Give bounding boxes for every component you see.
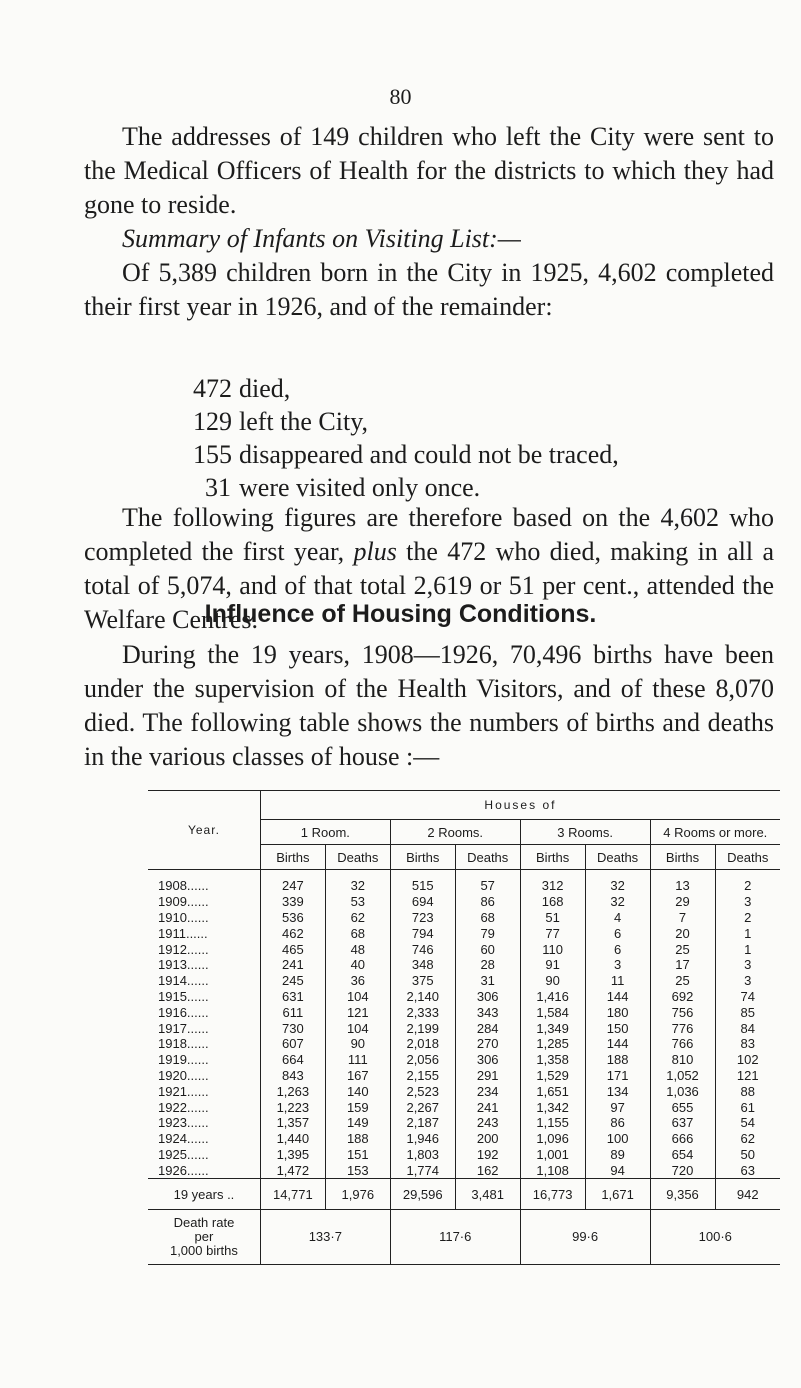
value-cell: 1,358 [520,1052,585,1068]
value-cell: 270 [455,1036,520,1052]
year-cell: 1915...... [158,988,209,1004]
year-cell: 1919...... [158,1052,209,1068]
value-cell: 241 [260,957,325,973]
value-cell: 694 [390,894,455,910]
year-cell: 1917...... [158,1020,209,1036]
paragraph-figures: The following figures are therefore based on the 4,602 who completed the first year, plus the 472 who died, making in all a total of 5,074, and of that total 2,619 or 51 per cent., attended the Welfare Centres. [84,503,775,634]
value-cell: 1,155 [520,1115,585,1131]
value-cell: 2,056 [390,1052,455,1068]
value-cell: 247 [260,870,325,894]
value-cell: 111 [325,1052,390,1068]
housing-table [148,790,780,1265]
value-cell: 1,440 [260,1131,325,1147]
list-item: 472 died, [193,374,291,403]
value-cell: 17 [650,957,715,973]
paragraph-addresses: The addresses of 149 children who left the City were sent to the Medical Officers of Health for the districts to which they had gone to reside. [84,122,774,219]
table-row [148,1052,780,1068]
value-cell: 68 [455,910,520,926]
value-cell: 1,529 [520,1068,585,1084]
value-cell: 84 [715,1020,780,1036]
table-row [148,1036,780,1052]
value-cell: 171 [585,1068,650,1084]
value-cell: 1 [715,941,780,957]
value-cell: 86 [585,1115,650,1131]
table-row [148,1083,780,1099]
value-cell: 121 [325,1004,390,1020]
year-cell: 1920...... [158,1067,209,1083]
total-label: 19 years .. [148,1179,260,1210]
value-cell: 90 [520,973,585,989]
total-cell: 14,771 [260,1179,325,1210]
value-cell: 1,584 [520,1004,585,1020]
value-cell: 631 [260,989,325,1005]
value-cell: 2 [715,870,780,894]
year-cell: 1913...... [158,957,209,973]
value-cell: 11 [585,973,650,989]
group-header: 2 Rooms. [390,820,520,845]
list-item: 155 disappeared and could not be traced, [193,440,619,469]
death-rate-cell: 133·7 [260,1210,390,1265]
value-cell: 79 [455,925,520,941]
value-cell: 375 [390,973,455,989]
total-cell: 16,773 [520,1179,585,1210]
value-cell: 88 [715,1083,780,1099]
value-cell: 40 [325,957,390,973]
value-cell: 465 [260,941,325,957]
value-cell: 637 [650,1115,715,1131]
value-cell: 62 [715,1131,780,1147]
value-cell: 162 [455,1162,520,1178]
value-cell: 2,018 [390,1036,455,1052]
value-cell: 306 [455,989,520,1005]
table-row [148,1147,780,1163]
value-cell: 90 [325,1036,390,1052]
value-cell: 94 [585,1162,650,1178]
value-cell: 60 [455,941,520,957]
table-row [148,870,780,894]
table-row [148,910,780,926]
value-cell: 188 [585,1052,650,1068]
total-cell: 1,671 [585,1179,650,1210]
value-cell: 31 [455,973,520,989]
value-cell: 167 [325,1068,390,1084]
value-cell: 462 [260,925,325,941]
year-cell: 1914...... [158,973,209,989]
value-cell: 104 [325,989,390,1005]
value-cell: 153 [325,1162,390,1178]
value-cell: 86 [455,894,520,910]
value-cell: 654 [650,1147,715,1163]
total-cell: 9,356 [650,1179,715,1210]
year-cell: 1924...... [158,1131,209,1147]
value-cell: 611 [260,1004,325,1020]
table-row [148,1068,780,1084]
value-cell: 62 [325,910,390,926]
value-cell: 746 [390,941,455,957]
value-cell: 1,263 [260,1083,325,1099]
value-cell: 1,285 [520,1036,585,1052]
value-cell: 2,333 [390,1004,455,1020]
deaths-header: Deaths [325,845,390,870]
value-cell: 188 [325,1131,390,1147]
value-cell: 1,357 [260,1115,325,1131]
value-cell: 61 [715,1099,780,1115]
list-item: 31 were visited only once. [205,473,481,502]
value-cell: 29 [650,894,715,910]
value-cell: 794 [390,925,455,941]
value-cell: 134 [585,1083,650,1099]
value-cell: 339 [260,894,325,910]
value-cell: 2,199 [390,1020,455,1036]
year-cell: 1909...... [158,894,209,910]
value-cell: 32 [325,870,390,894]
table-body [148,870,780,1179]
value-cell: 140 [325,1083,390,1099]
year-cell: 1916...... [158,1004,209,1020]
value-cell: 97 [585,1099,650,1115]
value-cell: 245 [260,973,325,989]
value-cell: 1,342 [520,1099,585,1115]
death-rate-cell: 100·6 [650,1210,780,1265]
value-cell: 25 [650,941,715,957]
table-row [148,1004,780,1020]
year-cell: 1923...... [158,1115,209,1131]
value-cell: 91 [520,957,585,973]
total-cell: 29,596 [390,1179,455,1210]
value-cell: 68 [325,925,390,941]
value-cell: 200 [455,1131,520,1147]
value-cell: 85 [715,1004,780,1020]
table-row [148,894,780,910]
value-cell: 6 [585,941,650,957]
total-cell: 1,976 [325,1179,390,1210]
year-header: Year. [148,791,260,870]
value-cell: 32 [585,894,650,910]
value-cell: 720 [650,1162,715,1178]
houses-of-header: Houses of [260,791,780,820]
value-cell: 241 [455,1099,520,1115]
total-cell: 942 [715,1179,780,1210]
value-cell: 243 [455,1115,520,1131]
year-cell: 1918...... [158,1036,209,1052]
remainder-list [193,372,619,504]
value-cell: 1,395 [260,1147,325,1163]
paragraph-housing: During the 19 years, 1908—1926, 70,496 births have been under the supervision of the Health Visitors, and of these 8,070 died. The following table shows the numbers of births and deaths in the various classes of house :— [84,640,774,771]
table-row [148,1115,780,1131]
table-row [148,973,780,989]
year-cell: 1921...... [158,1083,209,1099]
births-header: Births [650,845,715,870]
value-cell: 28 [455,957,520,973]
group-header: 4 Rooms or more. [650,820,780,845]
value-cell: 1,096 [520,1131,585,1147]
value-cell: 20 [650,925,715,941]
value-cell: 2,140 [390,989,455,1005]
table-row [148,1020,780,1036]
value-cell: 666 [650,1131,715,1147]
table-row [148,1099,780,1115]
value-cell: 766 [650,1036,715,1052]
death-rate-cell: 117·6 [390,1210,520,1265]
value-cell: 7 [650,910,715,926]
value-cell: 144 [585,989,650,1005]
year-cell: 1912...... [158,941,209,957]
value-cell: 730 [260,1020,325,1036]
value-cell: 348 [390,957,455,973]
value-cell: 89 [585,1147,650,1163]
value-cell: 159 [325,1099,390,1115]
value-cell: 25 [650,973,715,989]
value-cell: 1,223 [260,1099,325,1115]
death-rate-row [148,1210,780,1265]
value-cell: 4 [585,910,650,926]
value-cell: 53 [325,894,390,910]
year-cell: 1922...... [158,1099,209,1115]
value-cell: 1,001 [520,1147,585,1163]
value-cell: 692 [650,989,715,1005]
value-cell: 312 [520,870,585,894]
value-cell: 32 [585,870,650,894]
value-cell: 180 [585,1004,650,1020]
value-cell: 2 [715,910,780,926]
value-cell: 104 [325,1020,390,1036]
value-cell: 2,187 [390,1115,455,1131]
value-cell: 1,052 [650,1068,715,1084]
table-row [148,941,780,957]
summary-heading: Summary of Infants on Visiting List:— [122,224,521,253]
value-cell: 306 [455,1052,520,1068]
value-cell: 1,349 [520,1020,585,1036]
total-cell: 3,481 [455,1179,520,1210]
value-cell: 1,946 [390,1131,455,1147]
year-cell: 1908...... [148,870,260,894]
births-header: Births [520,845,585,870]
value-cell: 234 [455,1083,520,1099]
value-cell: 3 [715,957,780,973]
value-cell: 51 [520,910,585,926]
group-header: 1 Room. [260,820,390,845]
year-cell: 1925...... [158,1146,209,1162]
value-cell: 1,803 [390,1147,455,1163]
value-cell: 655 [650,1099,715,1115]
value-cell: 1,416 [520,989,585,1005]
births-header: Births [260,845,325,870]
value-cell: 1 [715,925,780,941]
value-cell: 150 [585,1020,650,1036]
year-cell: 1926...... [158,1162,209,1178]
value-cell: 607 [260,1036,325,1052]
value-cell: 100 [585,1131,650,1147]
value-cell: 3 [585,957,650,973]
total-row [148,1179,780,1210]
death-rate-label: Death rate per 1,000 births [148,1210,260,1265]
value-cell: 1,774 [390,1162,455,1178]
value-cell: 63 [715,1162,780,1178]
value-cell: 723 [390,910,455,926]
section-heading: Influence of Housing Conditions. [204,600,597,628]
value-cell: 2,523 [390,1083,455,1099]
value-cell: 284 [455,1020,520,1036]
value-cell: 1,651 [520,1083,585,1099]
value-cell: 13 [650,870,715,894]
value-cell: 1,472 [260,1162,325,1178]
value-cell: 3 [715,894,780,910]
births-header: Births [390,845,455,870]
list-item: 129 left the City, [193,407,369,436]
value-cell: 151 [325,1147,390,1163]
paragraph-remainder: Of 5,389 children born in the City in 1925, 4,602 completed their first year in 1926, and of the remainder: [84,258,774,321]
year-cell: 1910...... [158,909,209,925]
deaths-header: Deaths [715,845,780,870]
value-cell: 756 [650,1004,715,1020]
deaths-header: Deaths [585,845,650,870]
table-row [148,989,780,1005]
table-row [148,925,780,941]
value-cell: 2,155 [390,1068,455,1084]
value-cell: 343 [455,1004,520,1020]
table-row [148,1131,780,1147]
value-cell: 2,267 [390,1099,455,1115]
value-cell: 664 [260,1052,325,1068]
value-cell: 536 [260,910,325,926]
value-cell: 144 [585,1036,650,1052]
value-cell: 110 [520,941,585,957]
value-cell: 168 [520,894,585,910]
value-cell: 102 [715,1052,780,1068]
deaths-header: Deaths [455,845,520,870]
table-row [148,1162,780,1178]
table-row [148,957,780,973]
value-cell: 83 [715,1036,780,1052]
group-header: 3 Rooms. [520,820,650,845]
value-cell: 515 [390,870,455,894]
value-cell: 74 [715,989,780,1005]
value-cell: 192 [455,1147,520,1163]
value-cell: 54 [715,1115,780,1131]
value-cell: 291 [455,1068,520,1084]
value-cell: 50 [715,1147,780,1163]
value-cell: 1,036 [650,1083,715,1099]
value-cell: 843 [260,1068,325,1084]
value-cell: 810 [650,1052,715,1068]
value-cell: 121 [715,1068,780,1084]
value-cell: 36 [325,973,390,989]
value-cell: 77 [520,925,585,941]
year-cell: 1911...... [158,925,208,941]
value-cell: 48 [325,941,390,957]
value-cell: 149 [325,1115,390,1131]
page-number: 80 [389,84,412,109]
value-cell: 776 [650,1020,715,1036]
death-rate-cell: 99·6 [520,1210,650,1265]
value-cell: 6 [585,925,650,941]
value-cell: 3 [715,973,780,989]
value-cell: 1,108 [520,1162,585,1178]
value-cell: 57 [455,870,520,894]
